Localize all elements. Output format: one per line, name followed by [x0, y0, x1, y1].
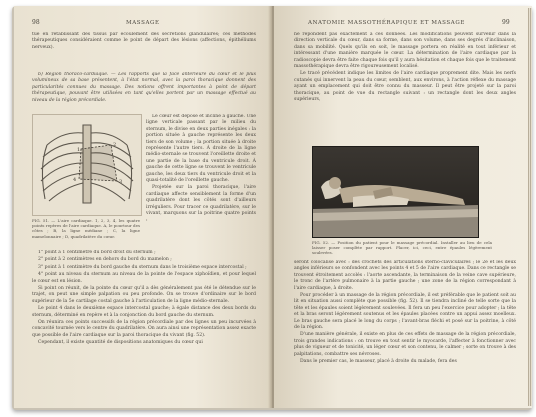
right-paragraph: Le tracé précédent indique les limites de l'aire cardiaque proprement dite. Mais les nerfs cutanés qui innervent la peau du cœur, semblent, aux environs, à l'action réflexe du massage ayant un emplacement qui doit être connu du masseur. Il peut être projeté sur la paroi thoracique, au point de vue du rectangle suivant : un rectangle dont les deux angles supérieurs, [294, 71, 516, 103]
left-paragraph: 2° point à 2 centimètres en dehors du bord du mamelon ; [38, 257, 172, 263]
left-running-head: MASSAGE [126, 20, 160, 26]
right-page [274, 6, 532, 408]
right-paragraph: seront colocalisé avec : des crochets des articulations sterno-claviculaires ; le 2e et les deux angles inférieurs se confondent avec les points 4 et 5 de l'aire cardiaque. Dans ce rectangle se trouvent étroitement accolés : l'aorte ascendante, la terminaison de la veine cave supérieure, le tronc de l'artère pulmonaire à la partie gauche ; une zone de la région correspondant à l'aire cardiaque, à droite. [294, 260, 516, 291]
page-edges [528, 8, 532, 406]
left-page-number: 98 [32, 19, 40, 26]
left-paragraph: Cependant, il existe quantité de dispositions anatomiques du cœur qui [38, 340, 203, 346]
left-lower-text [32, 250, 256, 400]
patient-photo-illustration [313, 147, 478, 237]
rib-cage-illustration [33, 115, 141, 215]
right-paragraph: ne répondent pas exactement à ces données. Les modifications peuvent survenir dans la direction verticale du cœur, dans sa forme, dans son volume, dans ses degrés d'inclinaison, dans sa mobilité. Quels qu'ils en soit, le massage portera en réalité en tout inférieur et intéressant d'une manière marquée le cœur. La détermination de l'aire cardiaque par la radioscopie devra être faite chaque fois qu'il y aura hésitation et chaque fois que le traitement massothérapique devra être rigoureusement localisé. [294, 32, 516, 70]
left-paragraph: Si point on réunit, de la pointe du cœur qu'il a dès généralement pas été le détendue sur le trajet, on peut une simple palpation ou peu profonde. On se trouve d'ordinaire sur le bord supérieur de la 5e cartilage costal gauche à l'articulation de la ligne médio-sternale. [32, 286, 256, 304]
right-page-number: 99 [502, 19, 510, 26]
left-section-heading-paragraph: b) Région thoraco-cardiaque. — Les rapports que la face antérieure du cœur et le plus volumineux de sa base présentent, à l'état normal, avec la paroi thoracique donnent des particularités connues du massage. Des notions offrent importantes à point de départ thérapeutique, pouvant être utilisées en tant qu'elles portent par un massage effectué au niveau de la région précordiale. [32, 72, 256, 103]
left-paragraph: 3° point à 1 centimètre du bord gauche du sternum dans le troisième espace intercostal ; [38, 264, 247, 270]
svg-text:1: 1 [77, 147, 81, 153]
left-paragraph: tué en rétablissant des tissus par écoulement des sécrétions glandulaires; ces méthodes thérapeutiques considéraient comme le point de départ des lésions (affections, épithéliums nerveux). [32, 32, 256, 50]
left-paragraph: Projetée sur la paroi thoracique, l'aire cardiaque affecte sensiblement la forme d'un quadrilatère dont les côtés sont d'ailleurs irréguliers. Pour tracer ce quadrilatère, sur le vivant, marquons sur la poitrine quatre points : [146, 185, 256, 223]
svg-text:3: 3 [119, 179, 123, 185]
right-paragraph: Pour procéder à un massage de la région précordiale, il est préférable que le patient soit au lit en situation aussi complète que possible (fig. 52). Il se tiendra incliné de telle sorte que la tête et les épaules soient légèrement soulevées. Il fera un peu l'exercice pour adopter ; la tête et la bras seront légèrement soutenus et les épaules placées contre un appui assez moelleux. Le bras gauche sera placé le long du corps ; l'avant-bras fléchi et posé sur la poitrine, à côté de la région. [294, 293, 516, 331]
figure-patient-photo [312, 146, 479, 238]
figure-rib-cage [32, 114, 142, 216]
right-paragraph: Dans le premier cas, le masseur, placé à droite du malade, fera des [300, 359, 457, 365]
left-column-text [146, 114, 256, 246]
svg-text:2: 2 [113, 142, 117, 148]
left-paragraph: 1° point à 1 centimètre du bord droit du sternum ; [38, 250, 156, 255]
open-book [12, 6, 532, 410]
right-running-head: ANATOMIE MASSOTHÉRAPIQUE ET MASSAGE [308, 20, 465, 26]
right-lower-text [294, 260, 516, 402]
right-paragraph: D'une manière générale, il existe en plus de ces effets de massage de la région précordiale, trois grandes indications : on trouve en tout sentir le myocarde, l'affecter à fonctionner avec plus de vigueur et de tonicité, un léger cœur et son contenu, le calmer ; sorte on trouve à des palpitations, combattre ses névroses. [294, 332, 516, 357]
left-paragraph: On réunira ces points successifs de la région précordiale par des lignes un peu incurvées à concavité tournée vers le centre du quadrilatère. On aura ainsi une représentation assez exacte que possible de l'aire cardiaque sur la paroi thoracique du vivant (fig. 52). [32, 320, 256, 338]
left-paragraph: Le cœur est déposé et incliné à gauche. Une ligne verticale passant par le milieu du sternum, le divise en deux parties inégales : la portion située à gauche représente les deux tiers de son volume ; la portion située à droite représente l'autre tiers. À droite de la ligne médio-sternale se trouvent l'oreillette droite et une partie de la base du ventricule droit. À gauche de cette ligne se trouvent le ventricule gauche, les deux tiers du ventricule droit et la quasi-totalité de l'oreillette gauche. [146, 114, 256, 184]
left-section-text [32, 72, 256, 110]
left-paragraph: Le point 4 dans le deuxième espace intercostal gauche; à égale distance des deux bords du sternum, déterminé en repère et à la conjonction du bord gauche du sternum. [32, 306, 256, 318]
left-paragraph: 4° point au niveau du sternum au niveau de la pointe de l'espace xiphoïdien, et pour lequel le cœur est en lésion. [32, 272, 256, 284]
left-intro-text [32, 32, 256, 72]
figure-51-caption: FIG. 51. — L'aire cardiaque. 1, 2, 3, 4, les quatre points repères de l'aire cardiaque. A, le pourtour des côtes ; B, la ligne médiane ; C, la ligne mamelonnaire ; D, quadrilatère du cœur. [32, 218, 140, 239]
svg-text:4: 4 [73, 177, 77, 183]
left-page [14, 6, 272, 408]
figure-52-caption: FIG. 52. — Position du patient pour le massage précordial. Installer au lieu de cela laisser poser complète par rapport. Placer, ici, ceci, entre épaules légèrement soulevées. [312, 240, 492, 256]
right-upper-text [294, 32, 516, 140]
